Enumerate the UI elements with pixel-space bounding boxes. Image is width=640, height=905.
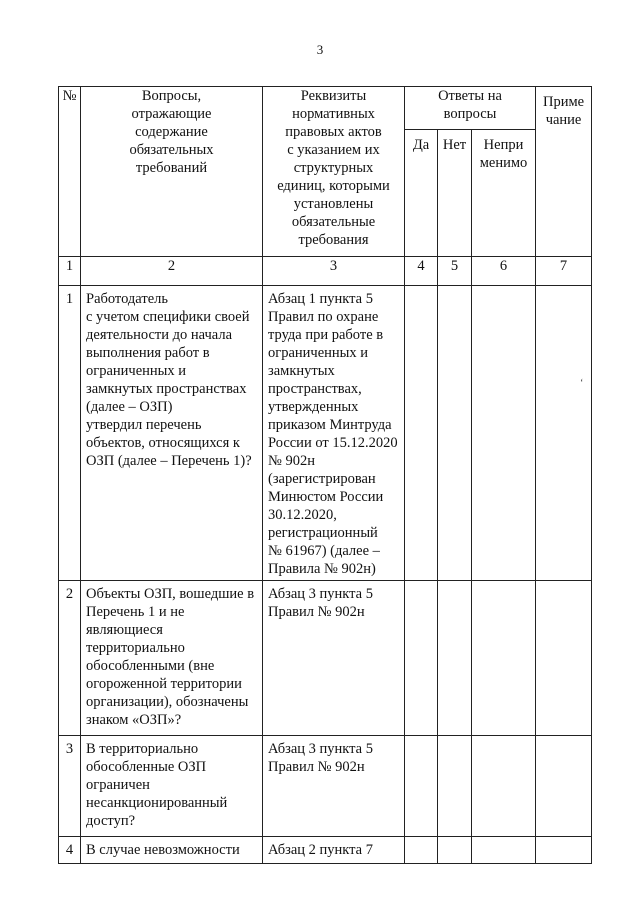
column-number: 6 <box>472 257 536 286</box>
answer-no-cell <box>438 837 472 864</box>
question-text: Объекты ОЗП, вошедшие в Перечень 1 и не являющиеся территориально обособленными (вне огороженной территории организации), обозначены знаком «ОЗП»? <box>81 581 263 736</box>
header-note: Приме чание <box>536 87 592 257</box>
header-num: № <box>59 87 81 257</box>
answer-not-applicable-cell <box>472 736 536 837</box>
question-text: В случае невозможности <box>81 837 263 864</box>
column-number: 3 <box>263 257 405 286</box>
answer-no-cell <box>438 581 472 736</box>
requisites-text: Абзац 3 пункта 5 Правил № 902н <box>263 581 405 736</box>
answer-not-applicable-cell <box>472 581 536 736</box>
header-answers: Ответы на вопросы <box>405 87 536 130</box>
row-number: 1 <box>59 286 81 581</box>
table-row <box>59 736 592 837</box>
row-number: 4 <box>59 837 81 864</box>
answer-not-applicable-cell <box>472 286 536 581</box>
scan-speck: ‘ <box>580 378 584 389</box>
header-requisites: Реквизиты нормативных правовых актов с указанием их структурных единиц, которыми установлены обязательные требования <box>263 87 405 257</box>
note-cell <box>536 736 592 837</box>
header-questions: Вопросы, отражающие содержание обязательных требований <box>81 87 263 257</box>
requisites-text: Абзац 1 пункта 5 Правил по охране труда при работе в ограниченных и замкнутых пространствах, утвержденных приказом Минтруда России от 15.12.2020 № 902н (зарегистрирован Минюстом России 30.12.2020, регистрационный № 61967) (далее – Правила № 902н) <box>263 286 405 581</box>
header-no: Нет <box>438 130 472 257</box>
note-cell <box>536 286 592 581</box>
header-not-applicable: Непри менимо <box>472 130 536 257</box>
requirements-table <box>58 86 592 864</box>
requisites-text: Абзац 3 пункта 5 Правил № 902н <box>263 736 405 837</box>
answer-yes-cell <box>405 736 438 837</box>
note-cell <box>536 581 592 736</box>
page-number: 3 <box>316 42 324 57</box>
row-number: 2 <box>59 581 81 736</box>
answer-yes-cell <box>405 581 438 736</box>
note-cell <box>536 837 592 864</box>
answer-no-cell <box>438 286 472 581</box>
column-number: 4 <box>405 257 438 286</box>
column-numbers-row <box>59 257 592 286</box>
table-row <box>59 286 592 581</box>
table-row <box>59 581 592 736</box>
column-number: 2 <box>81 257 263 286</box>
column-number: 1 <box>59 257 81 286</box>
header-yes: Да <box>405 130 438 257</box>
question-text: В территориально обособленные ОЗП ограничен несанкционированный доступ? <box>81 736 263 837</box>
table-row <box>59 837 592 864</box>
column-number: 7 <box>536 257 592 286</box>
column-number: 5 <box>438 257 472 286</box>
requisites-text: Абзац 2 пункта 7 <box>263 837 405 864</box>
question-text: Работодатель с учетом специфики своей деятельности до начала выполнения работ в ограниченных и замкнутых пространствах (далее – ОЗП) утвердил перечень объектов, относящихся к ОЗП (далее – Перечень 1)? <box>81 286 263 581</box>
answer-yes-cell <box>405 286 438 581</box>
answer-no-cell <box>438 736 472 837</box>
row-number: 3 <box>59 736 81 837</box>
answer-yes-cell <box>405 837 438 864</box>
answer-not-applicable-cell <box>472 837 536 864</box>
